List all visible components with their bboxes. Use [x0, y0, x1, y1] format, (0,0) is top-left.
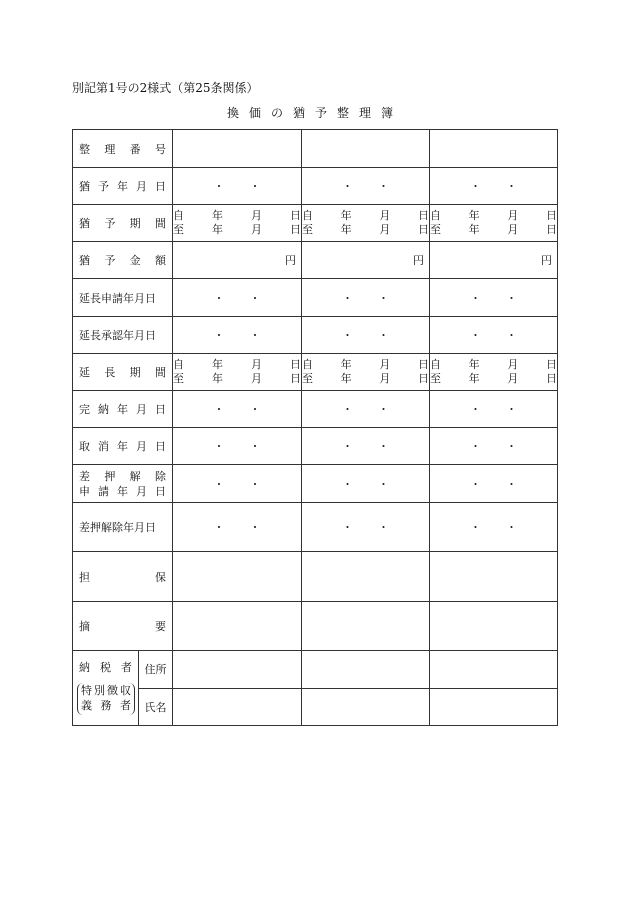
address-cell-3[interactable] [430, 651, 558, 689]
row-ext-request-cell-1[interactable]: ・ ・ [173, 279, 302, 317]
row-ext-approval [73, 317, 173, 354]
row-yuyo-period-cell-2[interactable] [302, 205, 430, 242]
row-yuyo-date-cell-2[interactable]: ・ ・ [302, 168, 430, 205]
ledger-table [72, 129, 558, 726]
row-kanno-date-cell-3[interactable]: ・ ・ [430, 391, 558, 428]
row-ext-request-text: 延長申請年月日 [79, 291, 156, 305]
row-tanpo-cell-3[interactable] [430, 552, 558, 602]
row-tanpo-cell-1[interactable] [173, 552, 302, 602]
row-yuyo-amount-text: 猶 予 金 額 [79, 254, 166, 267]
row-yuyo-period-cell-1-line: 自 年 月 日 [173, 209, 301, 222]
row-ext-request [73, 279, 173, 317]
row-sashiosae-date-cell-1[interactable]: ・ ・ [173, 503, 302, 552]
table-row [73, 552, 558, 602]
table-row [73, 688, 558, 726]
row-yuyo-amount-cell-1[interactable]: 円 [173, 242, 302, 279]
row-kanno-date-cell-1[interactable]: ・ ・ [173, 391, 302, 428]
row-ext-period-cell-1-line: 自 年 月 日 [173, 358, 301, 371]
table-row [73, 130, 558, 168]
row-sashiosae-req-line2: 申 請 年 月 日 [79, 484, 166, 498]
row-yuyo-date-text: 猶 予 年 月 日 [79, 180, 166, 193]
row-torikeshi-date-cell-1[interactable]: ・ ・ [173, 428, 302, 465]
row-tekiyo-cell-2[interactable] [302, 602, 430, 651]
row-tanpo-text: 担 保 [79, 570, 166, 584]
table-row [73, 602, 558, 651]
row-yuyo-date [73, 168, 173, 205]
row-yuyo-period-cell-1[interactable] [173, 205, 302, 242]
row-torikeshi-date-cell-2[interactable]: ・ ・ [302, 428, 430, 465]
row-seiri-bango [73, 130, 173, 168]
table-row [73, 391, 558, 428]
row-ext-period-cell-3-line: 自 年 月 日 [430, 358, 557, 371]
taxpayer-bracket [77, 683, 135, 715]
form-title: 換価の猶予整理簿 [226, 106, 403, 120]
name-label: 氏名 [139, 688, 173, 726]
row-seiri-bango-cell-2[interactable] [302, 130, 430, 168]
row-ext-period-cell-2-line: 自 年 月 日 [302, 358, 429, 371]
row-sashiosae-req [73, 465, 173, 503]
row-ext-request-cell-3[interactable]: ・ ・ [430, 279, 558, 317]
row-torikeshi-date-cell-3[interactable]: ・ ・ [430, 428, 558, 465]
row-yuyo-amount [73, 242, 173, 279]
table-row [73, 242, 558, 279]
row-yuyo-period [73, 205, 173, 242]
row-kanno-date-text: 完 納 年 月 日 [79, 403, 166, 416]
row-ext-period-cell-3-line: 至 年 月 日 [430, 372, 557, 385]
address-label: 住所 [139, 651, 173, 689]
row-yuyo-period-cell-1-line: 至 年 月 日 [173, 223, 301, 236]
row-tanpo [73, 552, 173, 602]
row-ext-period-cell-1[interactable] [173, 354, 302, 391]
row-ext-period-cell-1-line: 至 年 月 日 [173, 372, 301, 385]
row-ext-period [73, 354, 173, 391]
row-tekiyo-cell-3[interactable] [430, 602, 558, 651]
row-sashiosae-date [73, 503, 173, 552]
row-ext-period-text: 延 長 期 間 [79, 366, 166, 379]
table-row [73, 317, 558, 354]
row-torikeshi-date [73, 428, 173, 465]
row-ext-period-cell-2[interactable] [302, 354, 430, 391]
row-tanpo-cell-2[interactable] [302, 552, 430, 602]
row-ext-period-cell-3[interactable] [430, 354, 558, 391]
row-yuyo-amount-cell-3[interactable]: 円 [430, 242, 558, 279]
row-yuyo-period-cell-3-line: 自 年 月 日 [430, 209, 557, 222]
row-kanno-date [73, 391, 173, 428]
row-yuyo-date-cell-1[interactable]: ・ ・ [173, 168, 302, 205]
row-ext-approval-cell-1[interactable]: ・ ・ [173, 317, 302, 354]
row-ext-period-cell-2-line: 至 年 月 日 [302, 372, 429, 385]
name-cell-3[interactable] [430, 688, 558, 726]
row-tekiyo-text: 摘 要 [79, 620, 166, 633]
row-tekiyo [73, 602, 173, 651]
row-yuyo-date-cell-3[interactable]: ・ ・ [430, 168, 558, 205]
form-number-label: 別記第1号の2様式（第25条関係） [72, 81, 259, 95]
name-cell-2[interactable] [302, 688, 430, 726]
row-yuyo-period-cell-3[interactable] [430, 205, 558, 242]
table-row [73, 279, 558, 317]
row-yuyo-period-cell-2-line: 自 年 月 日 [302, 209, 429, 222]
name-cell-1[interactable] [173, 688, 302, 726]
row-sashiosae-date-cell-3[interactable]: ・ ・ [430, 503, 558, 552]
address-cell-1[interactable] [173, 651, 302, 689]
row-sashiosae-req-cell-2[interactable]: ・ ・ [302, 465, 430, 503]
row-sashiosae-req-cell-3[interactable]: ・ ・ [430, 465, 558, 503]
row-tekiyo-cell-1[interactable] [173, 602, 302, 651]
taxpayer-label-line1: 納 税 者 [79, 661, 132, 674]
table-row [73, 503, 558, 552]
table-row [73, 651, 558, 689]
address-cell-2[interactable] [302, 651, 430, 689]
row-kanno-date-cell-2[interactable]: ・ ・ [302, 391, 430, 428]
taxpayer-label-line2: 特 別 徴 収 [81, 684, 131, 697]
table-row [73, 205, 558, 242]
row-sashiosae-date-cell-2[interactable]: ・ ・ [302, 503, 430, 552]
row-torikeshi-date-text: 取 消 年 月 日 [79, 440, 166, 453]
row-sashiosae-req-cell-1[interactable]: ・ ・ [173, 465, 302, 503]
row-sashiosae-req-line1: 差 押 解 除 [79, 469, 166, 483]
row-yuyo-period-text: 猶 予 期 間 [79, 217, 166, 230]
row-ext-approval-text: 延長承認年月日 [79, 329, 156, 342]
table-row [73, 428, 558, 465]
row-seiri-bango-cell-1[interactable] [173, 130, 302, 168]
row-seiri-bango-text: 整 理 番 号 [79, 142, 166, 156]
table-row [73, 354, 558, 391]
row-ext-approval-cell-3[interactable]: ・ ・ [430, 317, 558, 354]
row-seiri-bango-cell-3[interactable] [430, 130, 558, 168]
row-yuyo-period-cell-3-line: 至 年 月 日 [430, 223, 557, 236]
taxpayer-label-line3: 義 務 者 [81, 699, 131, 712]
table-row [73, 465, 558, 503]
row-yuyo-period-cell-2-line: 至 年 月 日 [302, 223, 429, 236]
taxpayer-label [73, 651, 139, 726]
table-row [73, 168, 558, 205]
row-sashiosae-date-text: 差押解除年月日 [79, 521, 156, 534]
row-ext-approval-cell-2[interactable]: ・ ・ [302, 317, 430, 354]
row-ext-request-cell-2[interactable]: ・ ・ [302, 279, 430, 317]
row-yuyo-amount-cell-2[interactable]: 円 [302, 242, 430, 279]
